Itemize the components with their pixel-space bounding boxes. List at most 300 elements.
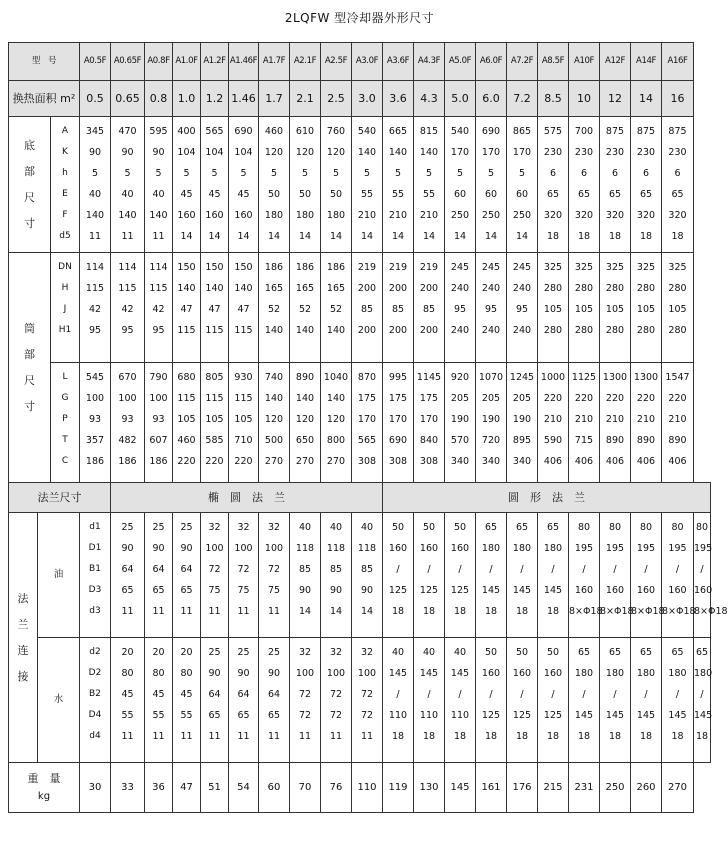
weight-cell: 176: [507, 763, 538, 813]
value-cell: 210: [388, 210, 408, 221]
value-column: [662, 363, 694, 483]
value-cell: 32: [208, 522, 221, 533]
value-cell: 40: [422, 647, 436, 658]
value-cell: 32: [267, 522, 281, 533]
value-cell: 195: [668, 543, 687, 554]
value-cell: 11: [121, 731, 134, 742]
value-cell: 18: [484, 606, 498, 617]
value-cell: 55: [152, 710, 165, 721]
value-column: [173, 638, 201, 763]
value-cell: 320: [574, 210, 594, 221]
value-cell: 25: [267, 647, 281, 658]
value-cell: 5: [124, 168, 131, 179]
value-cell: /: [582, 689, 586, 700]
parameter-label: H1: [58, 325, 72, 335]
value-cell: 115: [205, 393, 224, 404]
value-cell: 200: [357, 325, 377, 336]
value-column: [662, 117, 694, 253]
parameter-label: D1: [88, 543, 102, 553]
value-cell: 406: [574, 456, 594, 467]
value-cell: 6: [611, 168, 619, 179]
value-cell: 482: [118, 435, 137, 446]
model-cell: A0.5F: [80, 43, 111, 81]
value-cell: 72: [329, 710, 343, 721]
value-column: [173, 117, 201, 253]
value-cell: 145: [419, 668, 439, 679]
value-cell: 32: [298, 647, 312, 658]
value-cell: 240: [450, 325, 470, 336]
value-cell: 5: [301, 168, 309, 179]
value-cell: 870: [357, 372, 377, 383]
value-cell: 42: [121, 304, 134, 315]
value-column: [145, 638, 173, 763]
value-column: [321, 363, 352, 483]
model-cell: A7.2F: [507, 43, 538, 81]
value-column: [600, 363, 631, 483]
value-cell: 160: [419, 543, 439, 554]
value-cell: 145: [481, 585, 501, 596]
area-cell: 3.6: [383, 81, 414, 117]
value-cell: 85: [422, 304, 436, 315]
area-cell: 7.2: [507, 81, 538, 117]
parameter-label: E: [62, 189, 68, 199]
value-column: [201, 363, 229, 483]
value-column: [631, 253, 662, 363]
value-cell: 40: [360, 522, 374, 533]
value-cell: 14: [422, 231, 436, 242]
value-cell: /: [613, 564, 617, 575]
value-cell: 11: [152, 231, 165, 242]
value-cell: 75: [267, 585, 281, 596]
value-column: [201, 117, 229, 253]
value-cell: 210: [574, 414, 594, 425]
value-cell: 75: [237, 585, 250, 596]
value-column: [600, 638, 631, 763]
value-cell: 5: [518, 168, 526, 179]
value-column: [201, 513, 229, 638]
value-cell: 240: [450, 283, 470, 294]
value-column: [80, 253, 111, 363]
value-cell: /: [427, 564, 431, 575]
value-cell: 65: [639, 189, 653, 200]
value-cell: 72: [267, 564, 281, 575]
weight-cell: 76: [321, 763, 352, 813]
value-cell: 18: [453, 606, 467, 617]
value-cell: 690: [481, 126, 501, 137]
value-column: [694, 513, 728, 638]
value-cell: 1300: [633, 372, 659, 383]
area-cell: 16: [662, 81, 694, 117]
area-cell: 5.0: [445, 81, 476, 117]
value-column: [383, 513, 414, 638]
value-cell: 175: [419, 393, 439, 404]
value-cell: 11: [152, 606, 165, 617]
value-column: [445, 513, 476, 638]
value-cell: 875: [636, 126, 656, 137]
value-column: [631, 638, 662, 763]
value-cell: 710: [234, 435, 253, 446]
value-cell: 160: [388, 543, 408, 554]
value-cell: 245: [450, 262, 470, 273]
value-cell: 64: [180, 564, 193, 575]
value-cell: 11: [88, 231, 102, 242]
value-column: [445, 363, 476, 483]
value-cell: 18: [671, 731, 684, 742]
value-cell: 18: [453, 731, 467, 742]
value-cell: /: [644, 564, 648, 575]
value-column: [600, 117, 631, 253]
value-column: [145, 363, 173, 483]
value-cell: 120: [326, 147, 346, 158]
value-cell: 245: [481, 262, 501, 273]
value-cell: 875: [668, 126, 687, 137]
dimension-table: [8, 42, 728, 813]
value-column: [476, 117, 507, 253]
parameter-label: DN: [58, 262, 72, 272]
value-cell: 105: [636, 304, 656, 315]
value-cell: 25: [180, 522, 193, 533]
area-cell: 4.3: [414, 81, 445, 117]
value-cell: 665: [388, 126, 408, 137]
model-cell: A8.5F: [538, 43, 569, 81]
value-cell: 680: [177, 372, 196, 383]
value-column: [290, 363, 321, 483]
value-cell: 18: [422, 606, 436, 617]
value-column: [476, 363, 507, 483]
value-cell: 20: [152, 647, 165, 658]
value-cell: 160: [481, 668, 501, 679]
value-cell: 64: [121, 564, 134, 575]
value-cell: 219: [388, 262, 408, 273]
value-cell: 760: [326, 126, 346, 137]
value-cell: 145: [605, 710, 625, 721]
value-cell: 125: [450, 585, 470, 596]
value-column: [229, 513, 259, 638]
flange-section-label: 法 兰 连 接: [9, 513, 38, 763]
value-cell: 18: [391, 606, 405, 617]
value-cell: 85: [329, 564, 343, 575]
value-column: [229, 363, 259, 483]
value-cell: 45: [152, 689, 165, 700]
value-cell: 100: [85, 393, 105, 404]
value-cell: 14: [237, 231, 250, 242]
value-cell: 114: [149, 262, 168, 273]
value-cell: 11: [267, 731, 281, 742]
value-cell: 18: [546, 606, 560, 617]
value-cell: 125: [543, 710, 563, 721]
value-cell: 118: [326, 543, 346, 554]
value-cell: 14: [180, 231, 193, 242]
value-cell: 18: [577, 231, 591, 242]
value-cell: 200: [357, 283, 377, 294]
value-column: [538, 253, 569, 363]
value-cell: 140: [388, 147, 408, 158]
value-column: [352, 253, 383, 363]
value-column: [507, 638, 538, 763]
value-cell: 230: [636, 147, 656, 158]
value-cell: 670: [118, 372, 137, 383]
value-column: [259, 638, 290, 763]
value-cell: 11: [360, 731, 374, 742]
value-cell: 80: [577, 522, 591, 533]
value-cell: 180: [694, 668, 713, 679]
value-cell: 920: [450, 372, 470, 383]
value-cell: 210: [543, 414, 563, 425]
value-cell: 200: [419, 283, 439, 294]
value-cell: 32: [237, 522, 250, 533]
value-cell: 11: [237, 731, 250, 742]
value-cell: 357: [85, 435, 105, 446]
value-cell: 40: [329, 522, 343, 533]
value-cell: 100: [264, 543, 284, 554]
value-cell: 25: [121, 522, 134, 533]
value-cell: 14: [360, 606, 374, 617]
model-cell: A1.7F: [259, 43, 290, 81]
parameter-label: B1: [89, 564, 101, 574]
value-cell: 52: [329, 304, 343, 315]
value-cell: 308: [388, 456, 408, 467]
value-cell: /: [675, 564, 680, 575]
value-column: [145, 513, 173, 638]
value-cell: 8×Φ18: [600, 606, 634, 617]
area-cell: 10: [569, 81, 600, 117]
value-cell: 105: [543, 304, 563, 315]
value-column: [600, 253, 631, 363]
value-cell: 14: [208, 231, 221, 242]
value-cell: 118: [357, 543, 377, 554]
value-cell: 930: [234, 372, 253, 383]
value-cell: 110: [419, 710, 439, 721]
value-column: [111, 638, 145, 763]
value-cell: 65: [515, 522, 529, 533]
value-cell: 180: [264, 210, 284, 221]
value-column: [201, 253, 229, 363]
value-cell: 95: [515, 304, 529, 315]
value-cell: 50: [422, 522, 436, 533]
model-cell: A3.6F: [383, 43, 414, 81]
value-cell: 72: [360, 710, 374, 721]
value-cell: 14: [484, 231, 498, 242]
value-cell: 64: [208, 689, 221, 700]
value-cell: 5: [487, 168, 495, 179]
oil-label: 油: [38, 513, 80, 638]
value-cell: 805: [205, 372, 224, 383]
value-cell: 50: [484, 647, 498, 658]
value-column: [111, 363, 145, 483]
value-column: [569, 117, 600, 253]
value-column: [145, 253, 173, 363]
value-cell: 325: [543, 262, 563, 273]
value-cell: 8×Φ18: [569, 606, 603, 617]
area-cell: 3.0: [352, 81, 383, 117]
value-cell: 105: [177, 414, 196, 425]
value-cell: 590: [543, 435, 563, 446]
value-cell: 190: [450, 414, 470, 425]
value-cell: 90: [237, 668, 250, 679]
value-cell: /: [458, 564, 462, 575]
value-cell: 140: [118, 210, 137, 221]
value-column: [321, 638, 352, 763]
weight-unit: kg: [37, 791, 51, 802]
value-cell: 565: [205, 126, 224, 137]
value-cell: 80: [639, 522, 653, 533]
value-cell: 5: [363, 168, 371, 179]
value-cell: 18: [577, 731, 591, 742]
weight-cell: 110: [352, 763, 383, 813]
value-cell: 52: [267, 304, 281, 315]
value-cell: 308: [419, 456, 439, 467]
value-cell: 280: [605, 283, 625, 294]
model-header: 型 号: [9, 43, 80, 81]
value-cell: 220: [177, 456, 196, 467]
value-cell: 85: [391, 304, 405, 315]
parameter-label: K: [62, 147, 68, 157]
value-cell: 105: [574, 304, 594, 315]
value-cell: 115: [118, 283, 137, 294]
value-cell: 325: [605, 262, 625, 273]
value-cell: 170: [512, 147, 532, 158]
value-cell: 240: [481, 325, 501, 336]
value-cell: 220: [574, 393, 594, 404]
area-cell: 1.0: [173, 81, 201, 117]
value-cell: 5: [183, 168, 190, 179]
value-cell: 11: [208, 731, 221, 742]
value-cell: 460: [264, 126, 284, 137]
area-header: 换热面积 m²: [9, 81, 80, 117]
weight-cell: 260: [631, 763, 662, 813]
model-cell: A1.0F: [173, 43, 201, 81]
value-cell: 14: [267, 231, 281, 242]
value-cell: 180: [295, 210, 315, 221]
value-cell: 110: [450, 710, 470, 721]
value-cell: 140: [295, 325, 315, 336]
value-cell: 18: [546, 731, 560, 742]
parameter-label: G: [61, 393, 69, 403]
value-cell: 90: [121, 147, 134, 158]
model-cell: A14F: [631, 43, 662, 81]
weight-cell: 47: [173, 763, 201, 813]
value-cell: 205: [450, 393, 470, 404]
weight-label: 重 量: [27, 772, 61, 785]
model-cell: A1.2F: [201, 43, 229, 81]
value-column: [383, 253, 414, 363]
value-cell: 11: [298, 731, 312, 742]
value-cell: 90: [298, 585, 312, 596]
value-cell: 280: [543, 283, 563, 294]
value-cell: 80: [152, 668, 165, 679]
value-cell: 125: [388, 585, 408, 596]
value-cell: 720: [481, 435, 501, 446]
value-cell: 40: [298, 522, 312, 533]
value-cell: 50: [267, 189, 281, 200]
value-cell: 18: [515, 606, 529, 617]
value-cell: 75: [208, 585, 221, 596]
value-column: [229, 117, 259, 253]
value-cell: 280: [636, 325, 656, 336]
value-cell: 210: [419, 210, 439, 221]
value-cell: 18: [608, 231, 622, 242]
value-cell: 18: [515, 731, 529, 742]
weight-cell: 270: [662, 763, 694, 813]
value-cell: 65: [546, 522, 560, 533]
value-cell: 14: [298, 606, 312, 617]
value-cell: 585: [205, 435, 224, 446]
value-cell: 95: [453, 304, 467, 315]
cylinder-section-label: 筒 部 尺 寸: [9, 253, 51, 483]
value-cell: 55: [180, 710, 193, 721]
value-cell: 205: [481, 393, 501, 404]
value-cell: 280: [605, 325, 625, 336]
value-cell: 160: [234, 210, 253, 221]
value-cell: 140: [85, 210, 105, 221]
parameter-label: C: [61, 456, 69, 466]
area-cell: 8.5: [538, 81, 569, 117]
parameter-label: T: [62, 435, 68, 445]
value-cell: 145: [388, 668, 408, 679]
value-cell: 65: [608, 647, 622, 658]
value-cell: 180: [512, 543, 532, 554]
value-cell: 220: [668, 393, 687, 404]
value-cell: 125: [419, 585, 439, 596]
value-cell: 160: [512, 668, 532, 679]
model-cell: A2.1F: [290, 43, 321, 81]
value-cell: 180: [574, 668, 594, 679]
value-cell: /: [551, 689, 555, 700]
elliptic-flange-label: 椭 圆 法 兰: [111, 483, 383, 513]
value-cell: 32: [360, 647, 374, 658]
value-cell: 6: [642, 168, 650, 179]
value-cell: 186: [295, 262, 315, 273]
value-cell: 245: [512, 262, 532, 273]
weight-cell: 130: [414, 763, 445, 813]
value-cell: 50: [298, 189, 312, 200]
value-column: [259, 513, 290, 638]
value-cell: 280: [668, 325, 687, 336]
value-cell: 125: [512, 710, 532, 721]
value-column: [383, 117, 414, 253]
value-cell: 65: [237, 710, 250, 721]
parameter-label: d5: [59, 231, 71, 241]
weight-cell: 51: [201, 763, 229, 813]
value-cell: 400: [177, 126, 196, 137]
value-cell: 186: [326, 262, 346, 273]
value-column: [229, 253, 259, 363]
model-cell: A5.0F: [445, 43, 476, 81]
value-cell: 160: [574, 585, 594, 596]
value-cell: 210: [357, 210, 377, 221]
value-cell: 95: [121, 325, 134, 336]
parameter-label: F: [62, 210, 68, 220]
value-cell: 230: [605, 147, 625, 158]
value-cell: 210: [636, 414, 656, 425]
value-cell: 650: [295, 435, 315, 446]
value-cell: 406: [668, 456, 687, 467]
value-cell: 890: [668, 435, 687, 446]
value-cell: 45: [208, 189, 221, 200]
value-cell: 65: [121, 585, 134, 596]
value-cell: 186: [264, 262, 284, 273]
value-cell: 42: [152, 304, 165, 315]
value-cell: 60: [453, 189, 467, 200]
value-column: [173, 253, 201, 363]
value-cell: 175: [388, 393, 408, 404]
value-cell: 11: [208, 606, 221, 617]
parameter-labels: [51, 253, 80, 363]
value-cell: 100: [357, 668, 377, 679]
weight-header: [9, 763, 80, 813]
value-cell: 690: [388, 435, 408, 446]
model-cell: A10F: [569, 43, 600, 81]
